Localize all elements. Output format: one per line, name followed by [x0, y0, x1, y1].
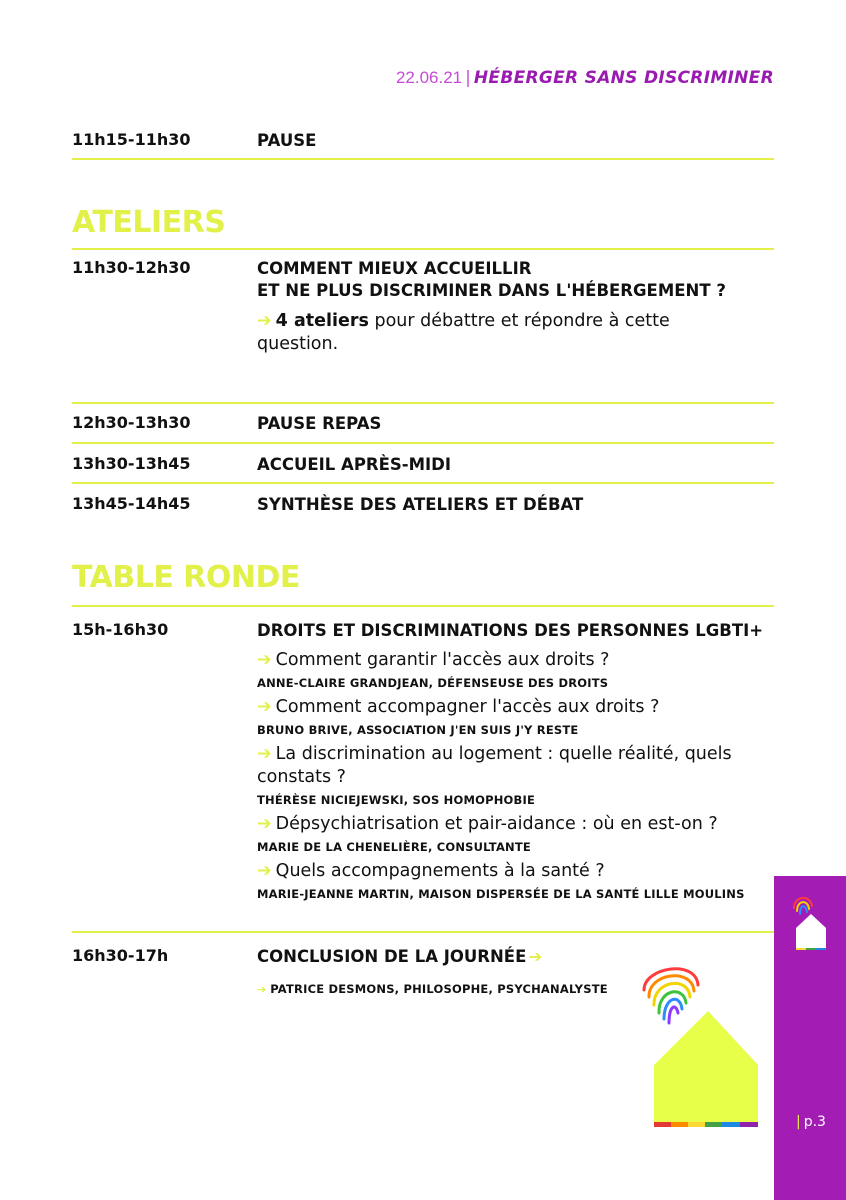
desc-text: pour débattre et répondre à cette question.: [257, 311, 670, 354]
side-band: [774, 876, 846, 1200]
time-slot: 11h30-12h30: [72, 258, 191, 277]
page-bar: |: [796, 1114, 801, 1130]
speaker: MARIE-JEANNE MARTIN, MAISON DISPERSÉE DE LA SANTÉ LILLE MOULINS: [257, 887, 745, 901]
schedule-row-pause: [72, 130, 774, 160]
speaker: THÉRÈSE NICIEJEWSKI, SOS HOMOPHOBIE: [257, 793, 536, 807]
speaker: PATRICE DESMONS, PHILOSOPHE, PSYCHANALYSTE: [270, 982, 608, 996]
schedule-row-repas: [72, 413, 774, 444]
round-table-list: [257, 649, 777, 907]
arrow-icon: ➔: [257, 311, 272, 331]
section-title-ateliers: ATELIERS: [72, 205, 774, 250]
time-slot: 15h-16h30: [72, 620, 169, 639]
question: Comment accompagner l'accès aux droits ?: [275, 697, 660, 717]
question: Quels accompagnements à la santé ?: [275, 861, 605, 881]
session-title-text: CONCLUSION DE LA JOURNÉE: [257, 947, 527, 966]
event-date: 22.06.21: [395, 68, 463, 87]
header-separator: |: [465, 68, 471, 88]
event-title: HÉBERGER SANS DISCRIMINER: [473, 68, 774, 88]
arrow-icon: ➔: [257, 814, 272, 834]
schedule-row-ateliers: [72, 258, 774, 404]
list-item: [257, 860, 777, 901]
session-title-line2: ET NE PLUS DISCRIMINER DANS L'HÉBERGEMENT ?: [257, 281, 726, 300]
arrow-icon: ➔: [257, 650, 272, 670]
time-slot: 16h30-17h: [72, 946, 169, 965]
page-number: [796, 1114, 826, 1130]
time-slot: 13h45-14h45: [72, 494, 191, 513]
session-title: [257, 946, 546, 968]
schedule-row-synthese: [72, 494, 774, 524]
conclusion-speaker: [257, 978, 608, 997]
page-header: [396, 68, 774, 88]
arrow-icon: ➔: [257, 983, 267, 996]
section-title-table-ronde: TABLE RONDE: [72, 560, 774, 607]
house-fingerprint-icon: [636, 955, 761, 1130]
question: Dépsychiatrisation et pair-aidance : où en est-on ?: [275, 814, 718, 834]
session-description: [257, 310, 717, 356]
small-house-fingerprint-icon: [790, 892, 832, 954]
list-item: [257, 696, 777, 737]
question: La discrimination au logement : quelle réalité, quels constats ?: [257, 744, 732, 787]
time-slot: 12h30-13h30: [72, 413, 191, 432]
desc-bold: 4 ateliers: [275, 311, 369, 331]
arrow-icon: ➔: [257, 744, 272, 764]
session-title-line1: COMMENT MIEUX ACCUEILLIR: [257, 259, 532, 278]
speaker: ANNE-CLAIRE GRANDJEAN, DÉFENSEUSE DES DROITS: [257, 676, 609, 690]
session-title: PAUSE REPAS: [257, 414, 382, 433]
list-item: [257, 743, 777, 807]
arrow-icon: ➔: [257, 697, 272, 717]
speaker: BRUNO BRIVE, ASSOCIATION J'EN SUIS J'Y RESTE: [257, 723, 579, 737]
page-number-text: p.3: [803, 1114, 826, 1130]
session-title: [257, 258, 726, 302]
time-slot: 11h15-11h30: [72, 130, 191, 149]
session-title: SYNTHÈSE DES ATELIERS ET DÉBAT: [257, 495, 584, 514]
question: Comment garantir l'accès aux droits ?: [275, 650, 610, 670]
schedule-row-accueil: [72, 454, 774, 484]
list-item: [257, 649, 777, 690]
list-item: [257, 813, 777, 854]
time-slot: 13h30-13h45: [72, 454, 191, 473]
session-title: PAUSE: [257, 131, 317, 150]
arrow-icon: ➔: [528, 947, 543, 966]
session-title: ACCUEIL APRÈS-MIDI: [257, 455, 452, 474]
speaker: MARIE DE LA CHENELIÈRE, CONSULTANTE: [257, 840, 531, 854]
arrow-icon: ➔: [257, 861, 272, 881]
session-title: DROITS ET DISCRIMINATIONS DES PERSONNES LGBTI+: [257, 621, 764, 640]
